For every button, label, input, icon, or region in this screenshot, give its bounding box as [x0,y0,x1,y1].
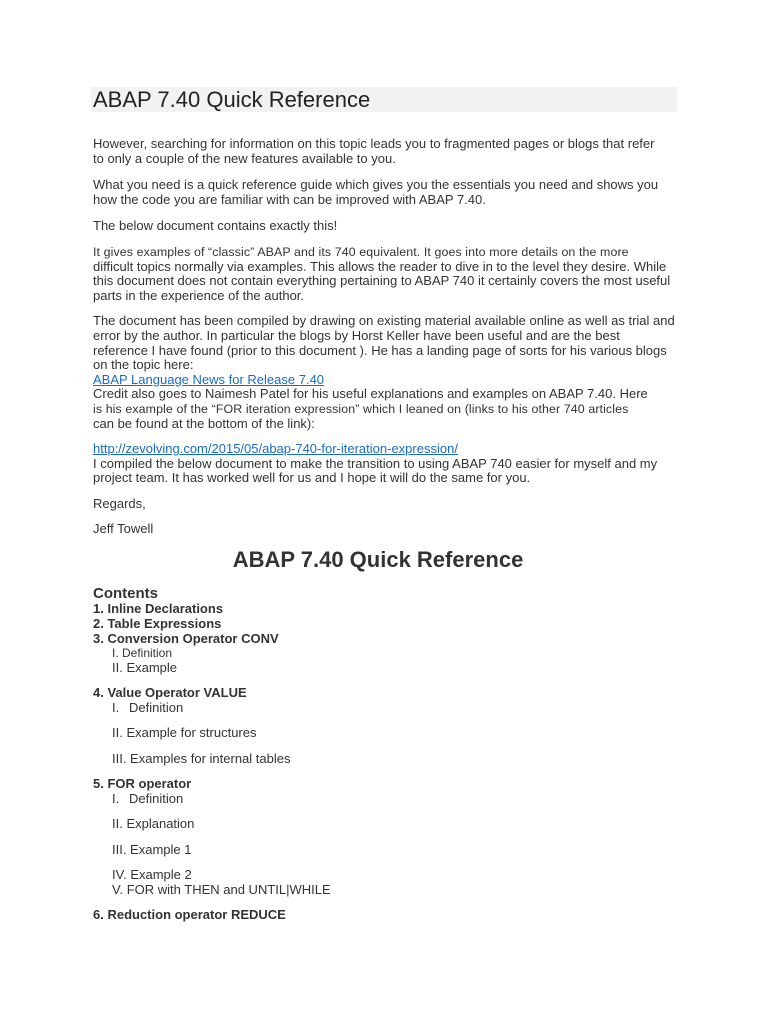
intro-paragraph-2: What you need is a quick reference guide which gives you the essentials you need and shows you how the code you are familiar with can be improved with ABAP 7.40. [93,177,659,207]
document-title: ABAP 7.40 Quick Reference [91,87,677,112]
toc-subitem-value-definition[interactable] [93,701,683,716]
toc-subitem-for-example-2[interactable]: IV. Example 2 [112,866,192,882]
toc-label: Definition [129,790,184,806]
toc-number: I. [112,699,120,715]
examples-paragraph [93,245,678,303]
toc-item-reduce-operator[interactable]: 6. Reduction operator REDUCE [93,907,286,923]
toc-subitem-conv-example[interactable]: II. Example [112,660,178,676]
quick-reference-heading: ABAP 7.40 Quick Reference [232,547,524,573]
toc-item-inline-declarations[interactable]: 1. Inline Declarations [93,601,224,617]
compiled-paragraph: The document has been compiled by drawing on existing material available online as well as trial and error by the author. In particular the blogs by Horst Keller have been useful and are the best reference I have found (prior to this document ). He has a landing page of sorts for his various blogs on the topic here: [93,313,675,373]
examples-paragraph-line-1: It gives examples of “classic” ABAP and its 740 equivalent. It goes into more details on the more [93,244,629,259]
credit-paragraph [93,387,683,431]
document-page [93,87,683,923]
toc-number: I. [112,790,120,806]
credit-line-3: can be found at the bottom of the link): [93,415,315,431]
regards-text: Regards, [93,495,146,511]
toc-item-table-expressions[interactable]: 2. Table Expressions [93,615,222,631]
toc-subitem-for-definition[interactable] [93,792,683,807]
toc-label: Definition [129,699,184,715]
examples-paragraph-rest: difficult topics normally via examples. This allows the reader to dive in to the level they desire. While this document does not contain everything pertaining to ABAP 740 it certainly covers the most useful parts in the experience of the author. [93,258,671,303]
abap-language-news-link[interactable]: ABAP Language News for Release 7.40 [93,371,325,387]
author-name: Jeff Towell [93,521,154,537]
intro-paragraph-3: The below document contains exactly this! [93,218,338,234]
zevolving-link[interactable]: http://zevolving.com/2015/05/abap-740-for-iteration-expression/ [93,441,458,457]
toc-subitem-value-structures[interactable]: II. Example for structures [112,725,257,741]
toc-item-value-operator[interactable]: 4. Value Operator VALUE [93,685,247,701]
toc-item-conv-operator[interactable]: 3. Conversion Operator CONV [93,630,279,646]
contents-heading: Contents [93,585,158,603]
credit-line-2: is his example of the “FOR iteration expression” which I leaned on (links to his other 740 articles [93,401,629,416]
intro-paragraph-1: However, searching for information on this topic leads you to fragmented pages or blogs that refer to only a couple of the new features available to you. [93,136,655,166]
toc-subitem-for-example-1[interactable]: III. Example 1 [112,841,192,857]
toc-subitem-for-then-until-while[interactable]: V. FOR with THEN and UNTIL|WHILE [112,881,331,897]
toc-subitem-for-explanation[interactable]: II. Explanation [112,816,195,832]
toc-subitem-conv-definition[interactable]: I. Definition [112,646,173,661]
credit-line-1: Credit also goes to Naimesh Patel for his useful explanations and examples on ABAP 7.40. Here [93,386,648,402]
toc-item-for-operator[interactable]: 5. FOR operator [93,776,192,792]
compiled-for-team-paragraph: I compiled the below document to make the transition to using ABAP 740 easier for myself and my project team. It has worked well for us and I hope it will do the same for you. [93,455,658,486]
toc-subitem-value-internal-tables[interactable]: III. Examples for internal tables [112,750,291,766]
